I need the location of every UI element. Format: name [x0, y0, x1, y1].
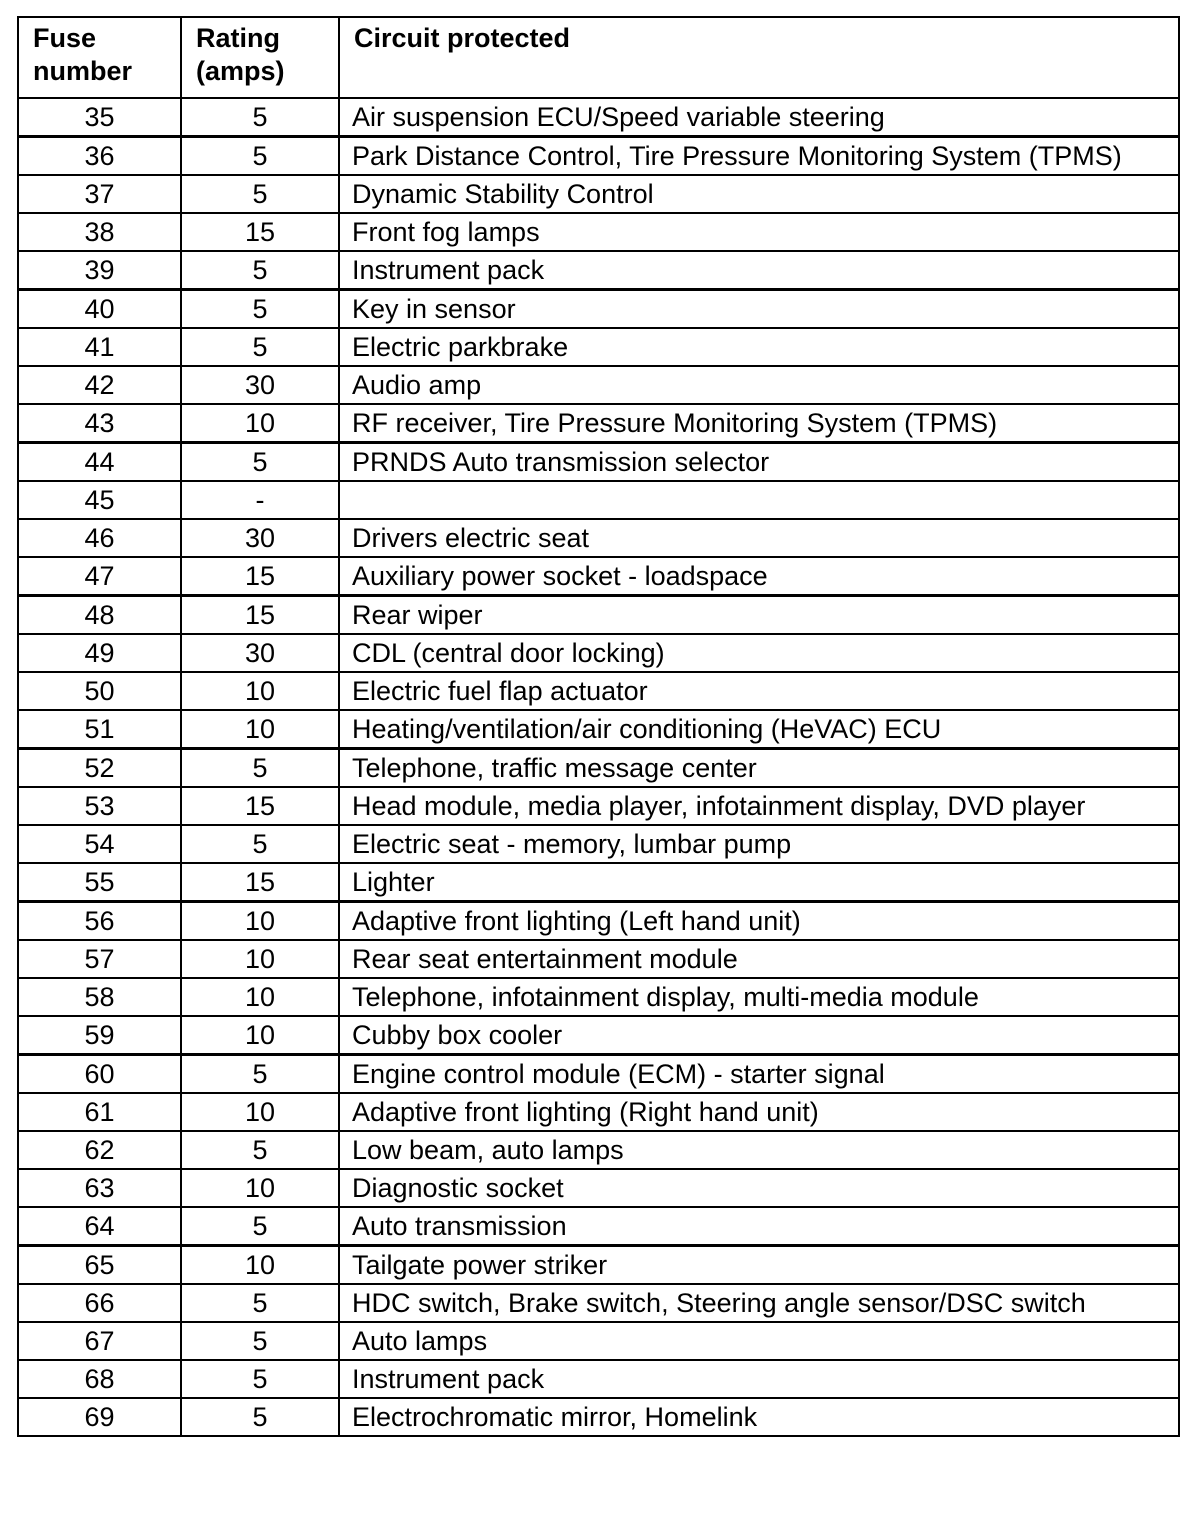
circuit-cell: Head module, media player, infotainment display, DVD player	[339, 787, 1179, 825]
circuit-cell: Telephone, traffic message center	[339, 749, 1179, 788]
fuse-number-cell: 35	[18, 98, 181, 137]
fuse-number-cell: 56	[18, 902, 181, 941]
rating-cell: 30	[181, 366, 339, 404]
fuse-number-cell: 43	[18, 404, 181, 443]
fuse-number-cell: 58	[18, 978, 181, 1016]
rating-cell: 10	[181, 978, 339, 1016]
table-row	[18, 1360, 1179, 1398]
table-row	[18, 1016, 1179, 1055]
table-row	[18, 1322, 1179, 1360]
circuit-cell: Front fog lamps	[339, 213, 1179, 251]
table-row	[18, 710, 1179, 749]
circuit-cell: Park Distance Control, Tire Pressure Monitoring System (TPMS)	[339, 137, 1179, 176]
table-row	[18, 1207, 1179, 1246]
table-row	[18, 175, 1179, 213]
rating-cell: 5	[181, 1322, 339, 1360]
table-row	[18, 519, 1179, 557]
rating-cell: 15	[181, 787, 339, 825]
table-row	[18, 902, 1179, 941]
table-row	[18, 481, 1179, 519]
table-row	[18, 940, 1179, 978]
fuse-number-cell: 55	[18, 863, 181, 902]
table-row	[18, 1093, 1179, 1131]
table-row	[18, 366, 1179, 404]
fuse-number-cell: 36	[18, 137, 181, 176]
fuse-number-cell: 49	[18, 634, 181, 672]
circuit-cell: CDL (central door locking)	[339, 634, 1179, 672]
rating-cell: 10	[181, 1016, 339, 1055]
table-row	[18, 213, 1179, 251]
circuit-cell: Instrument pack	[339, 251, 1179, 290]
rating-cell: 5	[181, 749, 339, 788]
rating-cell: 15	[181, 596, 339, 635]
table-row	[18, 443, 1179, 482]
table-row	[18, 749, 1179, 788]
circuit-cell: Tailgate power striker	[339, 1246, 1179, 1285]
rating-cell: 10	[181, 902, 339, 941]
table-row	[18, 137, 1179, 176]
rating-cell: 15	[181, 557, 339, 596]
fuse-number-cell: 59	[18, 1016, 181, 1055]
circuit-cell: Instrument pack	[339, 1360, 1179, 1398]
table-row	[18, 1055, 1179, 1094]
fuse-number-cell: 68	[18, 1360, 181, 1398]
circuit-cell: Electric parkbrake	[339, 328, 1179, 366]
rating-cell: 30	[181, 634, 339, 672]
fuse-number-cell: 57	[18, 940, 181, 978]
table-row	[18, 1246, 1179, 1285]
circuit-cell: Diagnostic socket	[339, 1169, 1179, 1207]
fuse-number-cell: 50	[18, 672, 181, 710]
table-row	[18, 787, 1179, 825]
table-row	[18, 557, 1179, 596]
header-rating: Rating (amps)	[181, 17, 339, 98]
header-circuit: Circuit protected	[339, 17, 1179, 98]
table-row	[18, 1398, 1179, 1436]
rating-cell: 30	[181, 519, 339, 557]
fuse-number-cell: 66	[18, 1284, 181, 1322]
rating-cell: 5	[181, 825, 339, 863]
circuit-cell: Cubby box cooler	[339, 1016, 1179, 1055]
table-row	[18, 825, 1179, 863]
table-row	[18, 328, 1179, 366]
table-row	[18, 672, 1179, 710]
table-row	[18, 863, 1179, 902]
circuit-cell: Dynamic Stability Control	[339, 175, 1179, 213]
rating-cell: 5	[181, 1207, 339, 1246]
circuit-cell: Heating/ventilation/air conditioning (HeVAC) ECU	[339, 710, 1179, 749]
rating-cell: 5	[181, 175, 339, 213]
table-row	[18, 1131, 1179, 1169]
circuit-cell: Rear wiper	[339, 596, 1179, 635]
rating-cell: 10	[181, 940, 339, 978]
fuse-number-cell: 67	[18, 1322, 181, 1360]
fuse-number-cell: 48	[18, 596, 181, 635]
table-body	[18, 98, 1179, 1436]
circuit-cell: Low beam, auto lamps	[339, 1131, 1179, 1169]
circuit-cell: Auxiliary power socket - loadspace	[339, 557, 1179, 596]
circuit-cell: Drivers electric seat	[339, 519, 1179, 557]
table-row	[18, 978, 1179, 1016]
circuit-cell: Adaptive front lighting (Right hand unit)	[339, 1093, 1179, 1131]
rating-cell: 10	[181, 710, 339, 749]
rating-cell: 5	[181, 98, 339, 137]
fuse-number-cell: 40	[18, 290, 181, 329]
circuit-cell: Auto lamps	[339, 1322, 1179, 1360]
header-row	[18, 17, 1179, 98]
circuit-cell: Electric seat - memory, lumbar pump	[339, 825, 1179, 863]
circuit-cell: Air suspension ECU/Speed variable steering	[339, 98, 1179, 137]
circuit-cell: Telephone, infotainment display, multi-media module	[339, 978, 1179, 1016]
fuse-number-cell: 69	[18, 1398, 181, 1436]
fuse-number-cell: 62	[18, 1131, 181, 1169]
rating-cell: 5	[181, 290, 339, 329]
rating-cell: 5	[181, 1360, 339, 1398]
circuit-cell: RF receiver, Tire Pressure Monitoring System (TPMS)	[339, 404, 1179, 443]
table-row	[18, 251, 1179, 290]
fuse-number-cell: 47	[18, 557, 181, 596]
fuse-number-cell: 63	[18, 1169, 181, 1207]
table-header	[18, 17, 1179, 98]
table-row	[18, 1169, 1179, 1207]
rating-cell: 5	[181, 1398, 339, 1436]
rating-cell: -	[181, 481, 339, 519]
circuit-cell: Engine control module (ECM) - starter signal	[339, 1055, 1179, 1094]
circuit-cell: Key in sensor	[339, 290, 1179, 329]
fuse-number-cell: 51	[18, 710, 181, 749]
rating-cell: 5	[181, 1055, 339, 1094]
fuse-number-cell: 65	[18, 1246, 181, 1285]
fuse-number-cell: 37	[18, 175, 181, 213]
rating-cell: 10	[181, 1246, 339, 1285]
fuse-number-cell: 53	[18, 787, 181, 825]
fuse-number-cell: 60	[18, 1055, 181, 1094]
rating-cell: 5	[181, 443, 339, 482]
fuse-number-cell: 54	[18, 825, 181, 863]
circuit-cell: HDC switch, Brake switch, Steering angle sensor/DSC switch	[339, 1284, 1179, 1322]
rating-cell: 10	[181, 1169, 339, 1207]
fuse-number-cell: 41	[18, 328, 181, 366]
rating-cell: 10	[181, 404, 339, 443]
circuit-cell: PRNDS Auto transmission selector	[339, 443, 1179, 482]
table-row	[18, 290, 1179, 329]
fuse-number-cell: 42	[18, 366, 181, 404]
table-row	[18, 404, 1179, 443]
table-row	[18, 634, 1179, 672]
rating-cell: 5	[181, 251, 339, 290]
circuit-cell: Electrochromatic mirror, Homelink	[339, 1398, 1179, 1436]
rating-cell: 5	[181, 137, 339, 176]
fuse-number-cell: 39	[18, 251, 181, 290]
fuse-number-cell: 38	[18, 213, 181, 251]
rating-cell: 15	[181, 863, 339, 902]
rating-cell: 5	[181, 1131, 339, 1169]
fuse-table	[17, 16, 1180, 1437]
table-row	[18, 98, 1179, 137]
rating-cell: 10	[181, 1093, 339, 1131]
table-row	[18, 596, 1179, 635]
circuit-cell: Audio amp	[339, 366, 1179, 404]
header-fuse-number: Fuse number	[18, 17, 181, 98]
circuit-cell: Lighter	[339, 863, 1179, 902]
rating-cell: 5	[181, 1284, 339, 1322]
fuse-number-cell: 45	[18, 481, 181, 519]
circuit-cell	[339, 481, 1179, 519]
circuit-cell: Rear seat entertainment module	[339, 940, 1179, 978]
table-row	[18, 1284, 1179, 1322]
rating-cell: 15	[181, 213, 339, 251]
fuse-number-cell: 64	[18, 1207, 181, 1246]
fuse-number-cell: 52	[18, 749, 181, 788]
circuit-cell: Adaptive front lighting (Left hand unit)	[339, 902, 1179, 941]
rating-cell: 5	[181, 328, 339, 366]
fuse-number-cell: 44	[18, 443, 181, 482]
fuse-number-cell: 61	[18, 1093, 181, 1131]
rating-cell: 10	[181, 672, 339, 710]
fuse-number-cell: 46	[18, 519, 181, 557]
circuit-cell: Electric fuel flap actuator	[339, 672, 1179, 710]
circuit-cell: Auto transmission	[339, 1207, 1179, 1246]
